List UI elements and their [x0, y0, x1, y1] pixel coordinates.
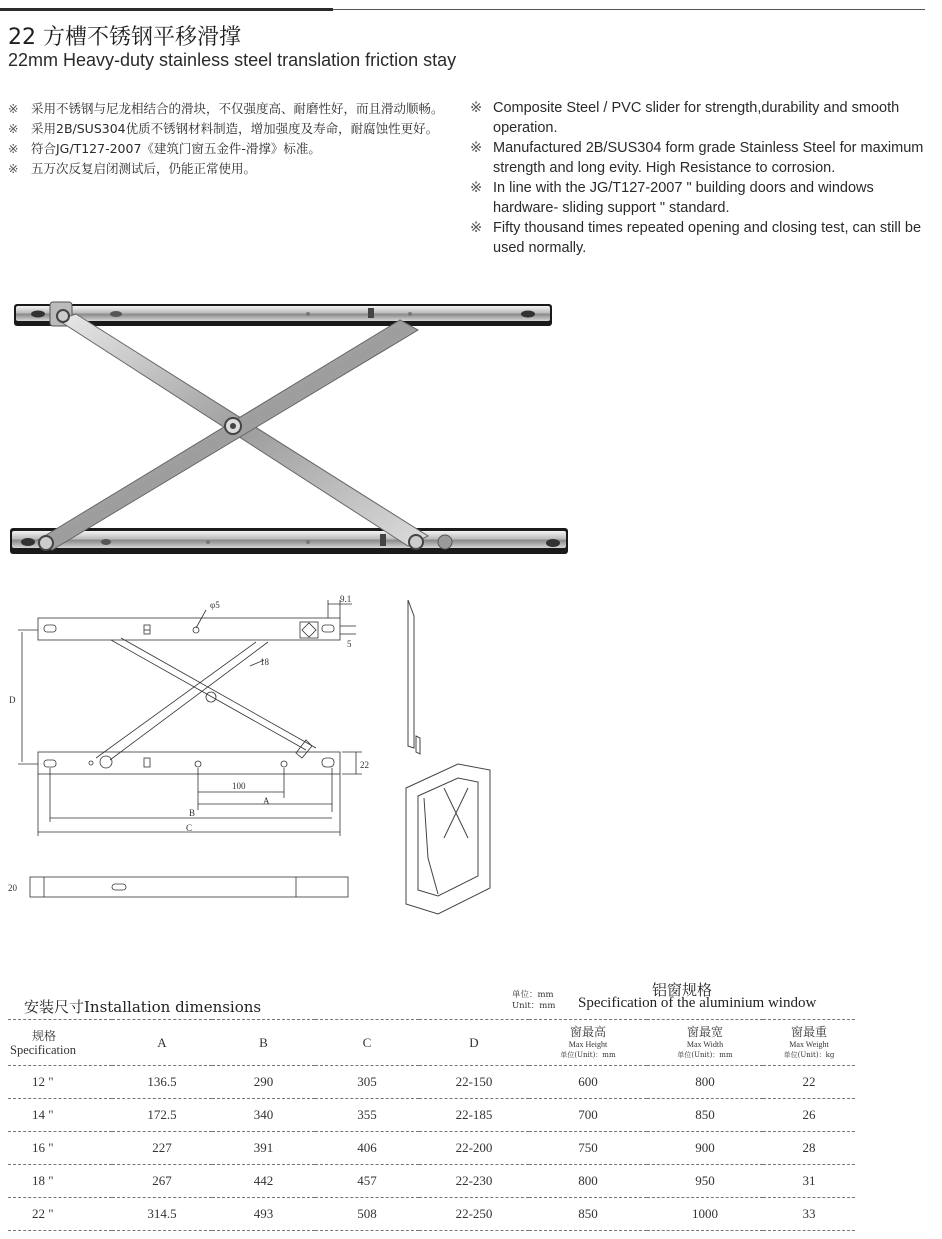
cell-width: 1000	[647, 1198, 763, 1231]
header-weight-en: Max Weight	[789, 1040, 829, 1049]
cell-spec: 22 "	[8, 1198, 112, 1231]
cell-weight: 26	[763, 1099, 855, 1132]
cell-a: 227	[112, 1132, 212, 1165]
header-height-unit: 单位(Unit)：mm	[560, 1051, 616, 1059]
header-spec-cn: 规格	[32, 1028, 57, 1043]
cell-spec: 12 "	[8, 1066, 112, 1099]
feature-text: In line with the JG/T127-2007 " building doors and windows hardware- sliding support " standard.	[493, 180, 874, 216]
cell-c: 508	[315, 1198, 419, 1231]
header-spec-en: Specification	[10, 1042, 76, 1057]
header-width-cn: 窗最宽	[686, 1025, 723, 1039]
cell-weight: 33	[763, 1198, 855, 1231]
product-title-cn: 22 方槽不锈钢平移滑撑	[8, 25, 241, 50]
dim-label-c: C	[186, 823, 193, 833]
header-height-cn: 窗最高	[569, 1025, 606, 1039]
header-width-unit: 单位(Unit)：mm	[677, 1051, 733, 1059]
product-photo	[8, 296, 574, 561]
feature-item	[470, 178, 940, 218]
table-row	[8, 1066, 855, 1099]
header-spec	[8, 1020, 112, 1066]
bullet-mark: ※	[8, 101, 19, 116]
cell-d: 22-230	[419, 1165, 529, 1198]
cell-weight: 22	[763, 1066, 855, 1099]
cell-height: 750	[529, 1132, 647, 1165]
table-header-row	[8, 1020, 855, 1066]
dim-label-100: 100	[232, 781, 246, 791]
header-d: D	[419, 1020, 529, 1066]
feature-item	[8, 139, 448, 159]
cell-height: 850	[529, 1198, 647, 1231]
bullet-mark: ※	[8, 141, 19, 156]
bullet-mark: ※	[470, 220, 483, 236]
spec-table	[8, 1019, 855, 1231]
cell-width: 850	[647, 1099, 763, 1132]
header-max-height	[529, 1020, 647, 1066]
feature-item	[8, 159, 448, 179]
unit-line-cn: 单位：mm	[512, 990, 554, 1000]
dim-label-d: D	[9, 695, 16, 705]
table-row	[8, 1165, 855, 1198]
cell-height: 600	[529, 1066, 647, 1099]
header-weight-unit: 单位(Unit)：kg	[783, 1051, 835, 1059]
window-spec-title-en: Specification of the aluminium window	[578, 995, 817, 1011]
feature-text: 符合JG/T127-2007《建筑门窗五金件-滑撑》标准。	[31, 141, 321, 156]
dim-label-9-1: 9.1	[340, 594, 352, 604]
cell-d: 22-150	[419, 1066, 529, 1099]
bullet-mark: ※	[470, 140, 483, 156]
header-rule-thick	[0, 8, 333, 11]
cell-a: 136.5	[112, 1066, 212, 1099]
dim-label-phi5: φ5	[210, 600, 220, 610]
cell-height: 800	[529, 1165, 647, 1198]
cell-a: 267	[112, 1165, 212, 1198]
cell-b: 340	[212, 1099, 315, 1132]
header-height-en: Max Height	[568, 1040, 608, 1049]
cell-d: 22-200	[419, 1132, 529, 1165]
unit-line-en: Unit：mm	[512, 1001, 556, 1011]
dim-label-18: 18	[260, 657, 269, 667]
feature-list-en	[470, 98, 940, 258]
bullet-mark: ※	[8, 161, 19, 176]
cell-width: 950	[647, 1165, 763, 1198]
header-b: B	[212, 1020, 315, 1066]
product-title-en: 22mm Heavy-duty stainless steel translation friction stay	[8, 50, 457, 70]
feature-item	[470, 218, 940, 258]
feature-text: 采用2B/SUS304优质不锈钢材料制造，增加强度及寿命，耐腐蚀性更好。	[31, 121, 439, 136]
dim-label-20: 20	[8, 883, 17, 893]
feature-list-cn	[8, 99, 448, 179]
feature-text: Fifty thousand times repeated opening and closing test, can still be used normally.	[493, 220, 922, 256]
cell-d: 22-250	[419, 1198, 529, 1231]
cell-spec: 16 "	[8, 1132, 112, 1165]
bullet-mark: ※	[470, 100, 483, 116]
feature-item	[470, 98, 940, 138]
bullet-mark: ※	[8, 121, 19, 136]
dim-label-a: A	[263, 796, 270, 806]
unit-note	[512, 990, 555, 1012]
header-width-en: Max Width	[686, 1040, 724, 1049]
window-perspective-figure	[398, 598, 498, 928]
cell-weight: 31	[763, 1165, 855, 1198]
header-max-weight	[763, 1020, 855, 1066]
cell-weight: 28	[763, 1132, 855, 1165]
cell-b: 493	[212, 1198, 315, 1231]
feature-item	[8, 119, 448, 139]
bullet-mark: ※	[470, 180, 483, 196]
header-rule-thin	[333, 9, 925, 10]
cell-spec: 18 "	[8, 1165, 112, 1198]
cell-spec: 14 "	[8, 1099, 112, 1132]
cell-b: 290	[212, 1066, 315, 1099]
feature-text: Manufactured 2B/SUS304 form grade Stainless Steel for maximum strength and long evity. High Resistance to corrosion.	[493, 140, 924, 176]
cell-width: 900	[647, 1132, 763, 1165]
feature-item	[8, 99, 448, 119]
header-c: C	[315, 1020, 419, 1066]
window-spec-title-cn: 铝窗规格	[652, 981, 713, 999]
header-max-width	[647, 1020, 763, 1066]
cell-c: 457	[315, 1165, 419, 1198]
table-row	[8, 1198, 855, 1231]
cell-c: 355	[315, 1099, 419, 1132]
dim-label-b: B	[189, 808, 196, 818]
cell-b: 442	[212, 1165, 315, 1198]
cell-c: 406	[315, 1132, 419, 1165]
header-weight-cn: 窗最重	[790, 1025, 827, 1039]
feature-item	[470, 138, 940, 178]
feature-text: Composite Steel / PVC slider for strength,durability and smooth operation.	[493, 100, 900, 136]
cell-a: 314.5	[112, 1198, 212, 1231]
table-row	[8, 1132, 855, 1165]
feature-text: 五万次反复启闭测试后，仍能正常使用。	[31, 161, 257, 176]
table-row	[8, 1099, 855, 1132]
cell-width: 800	[647, 1066, 763, 1099]
cell-b: 391	[212, 1132, 315, 1165]
installation-dimensions-title: 安装尺寸Installation dimensions	[24, 998, 262, 1016]
dim-label-22: 22	[360, 760, 369, 770]
header-a: A	[112, 1020, 212, 1066]
dim-label-5: 5	[347, 639, 352, 649]
cell-height: 700	[529, 1099, 647, 1132]
cell-a: 172.5	[112, 1099, 212, 1132]
cell-c: 305	[315, 1066, 419, 1099]
cell-d: 22-185	[419, 1099, 529, 1132]
technical-drawing	[6, 590, 376, 910]
feature-text: 采用不锈钢与尼龙相结合的滑块，不仅强度高、耐磨性好，而且滑动顺畅。	[31, 101, 444, 116]
